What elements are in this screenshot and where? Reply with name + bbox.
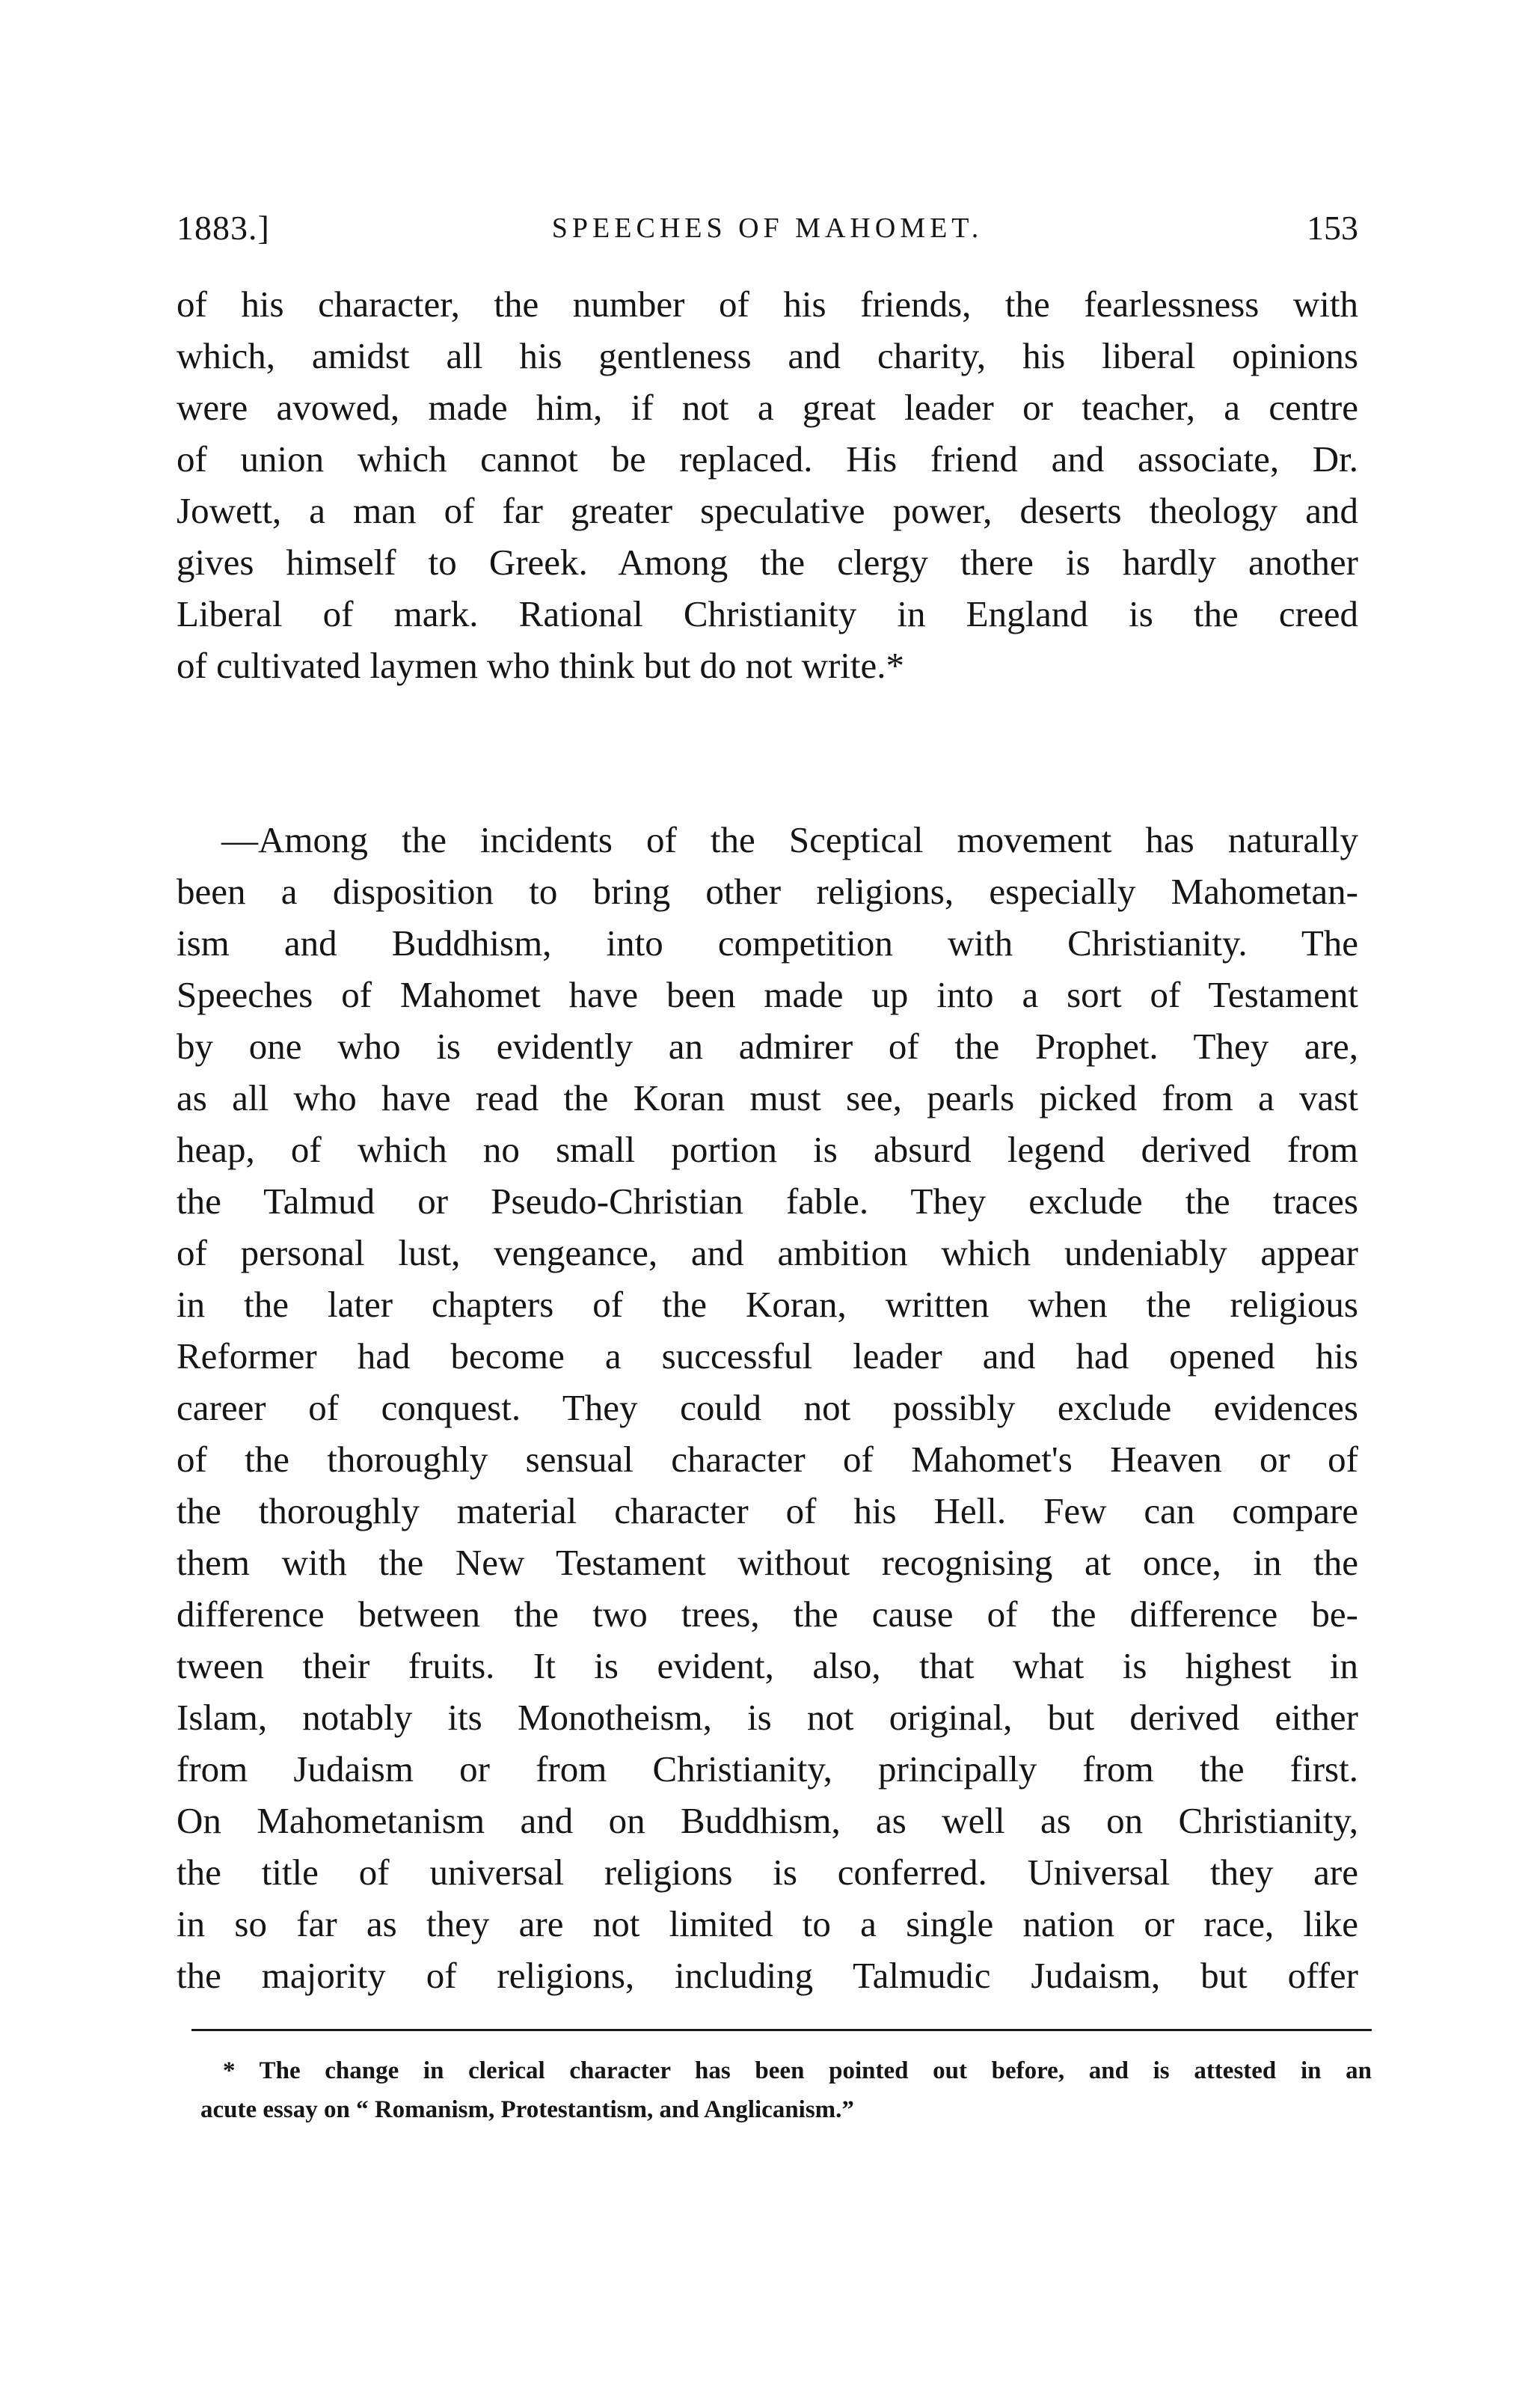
text-line: of cultivated laymen who think but do not write.* xyxy=(177,645,905,686)
footnote-line: acute essay on “ Romanism, Protestantism, and Anglicanism.” xyxy=(200,2096,854,2123)
text-line: of union which cannot be replaced. His friend and associate, Dr. xyxy=(177,438,1358,480)
text-line: in so far as they are not limited to a single nation or race, like xyxy=(177,1903,1358,1944)
text-line: the title of universal religions is conferred. Universal they are xyxy=(177,1852,1358,1893)
text-line: heap, of which no small portion is absurd legend derived from xyxy=(177,1129,1358,1170)
header-year: 1883.] xyxy=(177,209,270,247)
text-line: —Among the incidents of the Sceptical movement has naturally xyxy=(221,819,1358,860)
text-line: Islam, notably its Monotheism, is not original, but derived either xyxy=(177,1697,1358,1738)
text-line: the thoroughly material character of his Hell. Few can compare xyxy=(177,1490,1358,1531)
text-line: which, amidst all his gentleness and charity, his liberal opinions xyxy=(177,335,1358,376)
paragraph-mahomet xyxy=(177,814,1358,2001)
text-line: from Judaism or from Christianity, principally from the first. xyxy=(177,1748,1358,1790)
text-line: of personal lust, vengeance, and ambition which undeniably appear xyxy=(177,1232,1358,1273)
footnote xyxy=(200,2051,1372,2129)
text-line: been a disposition to bring other religions, especially Mahometan- xyxy=(177,871,1358,912)
text-line: of the thoroughly sensual character of Mahomet's Heaven or of xyxy=(177,1439,1358,1480)
text-line: Jowett, a man of far greater speculative power, deserts theology and xyxy=(177,490,1358,531)
text-line: Reformer had become a successful leader and had opened his xyxy=(177,1335,1358,1377)
text-line: in the later chapters of the Koran, written when the religious xyxy=(177,1284,1358,1325)
paragraph-continuation xyxy=(177,278,1358,691)
text-line: Speeches of Mahomet have been made up into a sort of Testament xyxy=(177,974,1358,1015)
text-line: by one who is evidently an admirer of the Prophet. They are, xyxy=(177,1026,1358,1067)
running-head xyxy=(177,202,1358,254)
text-line: were avowed, made him, if not a great leader or teacher, a centre xyxy=(177,387,1358,428)
text-line: gives himself to Greek. Among the clergy there is hardly another xyxy=(177,542,1358,583)
text-line: as all who have read the Koran must see, pearls picked from a vast xyxy=(177,1077,1358,1118)
text-line: of his character, the number of his friends, the fearlessness with xyxy=(177,284,1358,325)
text-line: Liberal of mark. Rational Christianity in England is the creed xyxy=(177,593,1358,634)
text-line: the Talmud or Pseudo-Christian fable. They exclude the traces xyxy=(177,1181,1358,1222)
page-number: 153 xyxy=(1307,209,1358,247)
text-line: difference between the two trees, the cause of the difference be- xyxy=(177,1593,1358,1635)
footnote-line: * The change in clerical character has been pointed out before, and is attested in an xyxy=(223,2057,1372,2084)
footnote-rule xyxy=(191,2029,1372,2031)
text-line: On Mahometanism and on Buddhism, as well as on Christianity, xyxy=(177,1800,1358,1841)
text-line: the majority of religions, including Talmudic Judaism, but offer xyxy=(177,1955,1358,1996)
header-title: SPEECHES OF MAHOMET. xyxy=(551,212,984,244)
text-line: them with the New Testament without recognising at once, in the xyxy=(177,1542,1358,1583)
text-line: career of conquest. They could not possibly exclude evidences xyxy=(177,1387,1358,1428)
text-line: tween their fruits. It is evident, also, that what is highest in xyxy=(177,1645,1358,1686)
text-line: ism and Buddhism, into competition with Christianity. The xyxy=(177,922,1358,964)
